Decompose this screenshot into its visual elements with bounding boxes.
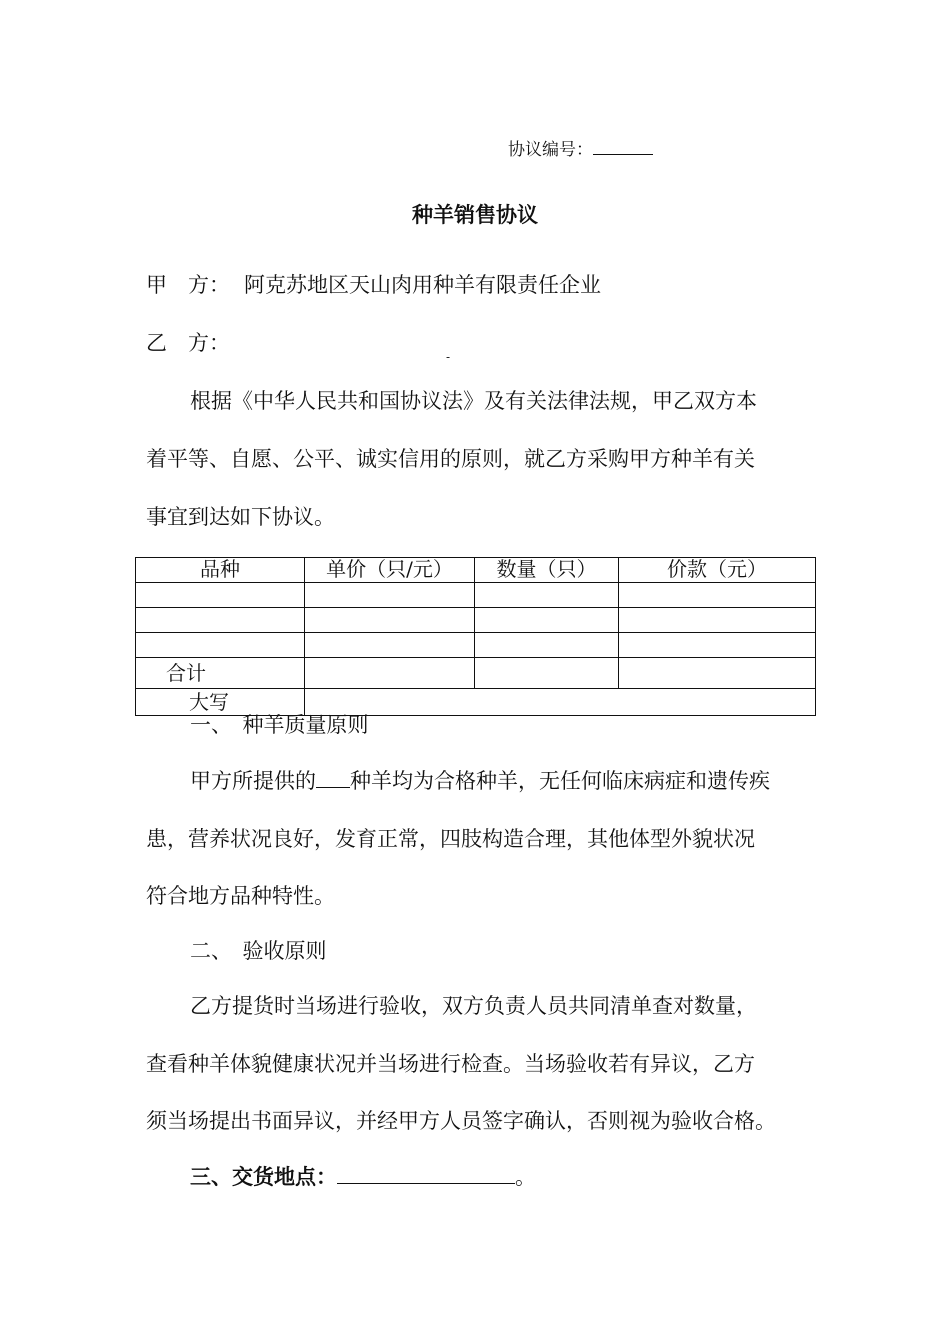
section-2-line-2: 查看种羊体貌健康状况并当场进行检查。当场验收若有异议，乙方 bbox=[146, 1052, 755, 1076]
party-a-name: 阿克苏地区天山肉用种羊有限责任企业 bbox=[244, 273, 601, 297]
intro-line-1: 根据《中华人民共和国协议法》及有关法律法规，甲乙双方本 bbox=[190, 389, 757, 413]
contract-number-line bbox=[508, 138, 653, 162]
intro-line-2: 着平等、自愿、公平、诚实信用的原则，就乙方采购甲方种羊有关 bbox=[146, 447, 755, 471]
table-cell[interactable] bbox=[305, 658, 475, 689]
table-cell[interactable] bbox=[475, 583, 619, 608]
section-2-line-1: 乙方提货时当场进行验收，双方负责人员共同清单查对数量， bbox=[190, 994, 757, 1018]
table-cell[interactable] bbox=[475, 658, 619, 689]
document-title: 种羊销售协议 bbox=[412, 202, 538, 227]
order-table bbox=[135, 557, 816, 716]
section-2-heading: 二、 验收原则 bbox=[190, 939, 327, 963]
total-label: 合计 bbox=[136, 658, 305, 689]
contract-number-label: 协议编号： bbox=[508, 140, 593, 160]
party-b-label: 乙 方： bbox=[146, 331, 230, 355]
section-2-line-3: 须当场提出书面异议，并经甲方人员签字确认，否则视为验收合格。 bbox=[146, 1109, 776, 1133]
section-1-line-2: 患，营养状况良好，发育正常，四肢构造合理，其他体型外貌状况 bbox=[146, 827, 755, 851]
table-cell[interactable] bbox=[305, 583, 475, 608]
table-row bbox=[136, 583, 816, 608]
section-1-line-1-pre: 甲方所提供的 bbox=[190, 769, 316, 793]
table-cell[interactable] bbox=[305, 633, 475, 658]
contract-number-blank[interactable] bbox=[593, 138, 653, 155]
section-3-heading: 三、交货地点： bbox=[190, 1164, 337, 1189]
table-header-row bbox=[136, 558, 816, 583]
section-1-line-1 bbox=[190, 766, 770, 796]
party-a-label: 甲 方： bbox=[146, 273, 230, 297]
table-cell[interactable] bbox=[136, 608, 305, 633]
section-1-line-3: 符合地方品种特性。 bbox=[146, 884, 335, 908]
header-unit-price: 单价（只/元） bbox=[305, 558, 475, 583]
table-cell[interactable] bbox=[619, 658, 816, 689]
table-cell[interactable] bbox=[475, 608, 619, 633]
section-3-tail: 。 bbox=[515, 1165, 536, 1189]
breed-blank[interactable] bbox=[316, 767, 350, 788]
party-b-blank-mark: - bbox=[446, 350, 451, 364]
header-variety: 品种 bbox=[136, 558, 305, 583]
table-total-row bbox=[136, 658, 816, 689]
table-cell[interactable] bbox=[136, 633, 305, 658]
header-quantity: 数量（只） bbox=[475, 558, 619, 583]
delivery-location-blank[interactable] bbox=[337, 1163, 515, 1184]
section-1-line-1-post: 种羊均为合格种羊，无任何临床病症和遗传疾 bbox=[350, 769, 770, 793]
table-cell[interactable] bbox=[619, 633, 816, 658]
header-amount: 价款（元） bbox=[619, 558, 816, 583]
table-cell[interactable] bbox=[136, 583, 305, 608]
table-row bbox=[136, 608, 816, 633]
table-row bbox=[136, 633, 816, 658]
capital-label: 大写 bbox=[136, 689, 305, 716]
table-cell[interactable] bbox=[305, 608, 475, 633]
table-cell[interactable] bbox=[619, 608, 816, 633]
section-1-heading: 一、 种羊质量原则 bbox=[190, 713, 369, 737]
table-cell[interactable] bbox=[619, 583, 816, 608]
capital-amount-cell[interactable] bbox=[305, 689, 816, 716]
section-3-line bbox=[190, 1162, 536, 1192]
intro-line-3: 事宜到达如下协议。 bbox=[146, 505, 335, 529]
table-cell[interactable] bbox=[475, 633, 619, 658]
